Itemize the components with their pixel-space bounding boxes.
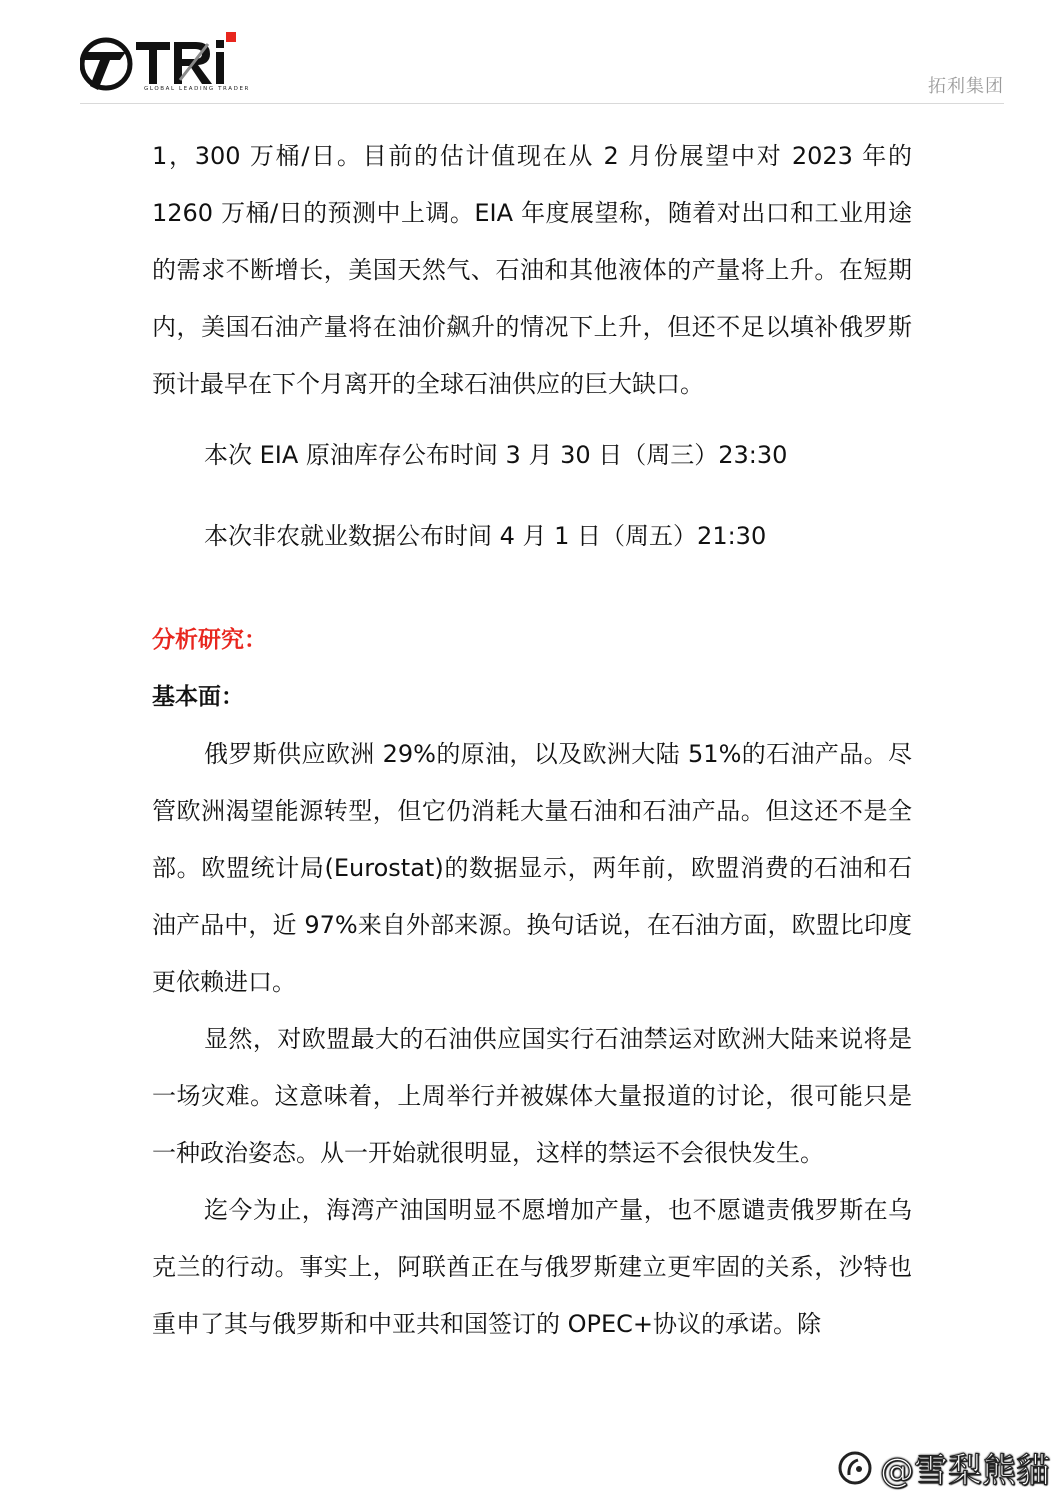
- notice-nonfarm-release-time: 本次非农就业数据公布时间 4 月 1 日（周五）21:30: [204, 522, 767, 550]
- paragraph-embargo: 显然，对欧盟最大的石油供应国实行石油禁运对欧洲大陆来说将是一场灾难。这意味着，上周举行并被媒体大量报道的讨论，很可能只是一种政治姿态。从一开始就很明显，这样的禁运不会很快发生。: [152, 1025, 912, 1167]
- tri-logo: [80, 30, 250, 100]
- paragraph-eia-outlook: 1，300 万桶/日。目前的估计值现在从 2 月份展望中对 2023 年的 1260 万桶/日的预测中上调。EIA 年度展望称，随着对出口和工业用途的需求不断增长，美国天然气、石油和其他液体的产量将上升。在短期内，美国石油产量将在油价飙升的情况下上升，但还不足以填补俄罗斯预计最早在下个月离开的全球石油供应的巨大缺口。: [152, 142, 912, 398]
- paragraph-gulf-producers: 迄今为止，海湾产油国明显不愿增加产量，也不愿谴责俄罗斯在乌克兰的行动。事实上，阿联酋正在与俄罗斯建立更牢固的关系，沙特也重申了其与俄罗斯和中亚共和国签订的 OPEC+协议的承诺。除: [152, 1196, 912, 1338]
- header-divider: [80, 103, 1004, 104]
- watermark: [836, 1443, 1050, 1492]
- notice-eia-release-time: 本次 EIA 原油库存公布时间 3 月 30 日（周三）23:30: [204, 441, 788, 469]
- subsection-title-fundamentals: 基本面：: [152, 684, 244, 710]
- page-header: [0, 0, 1060, 110]
- snowball-icon: [836, 1449, 874, 1487]
- paragraph-russia-supply: 俄罗斯供应欧洲 29%的原油，以及欧洲大陆 51%的石油产品。尽管欧洲渴望能源转型，但它仍消耗大量石油和石油产品。但这还不是全部。欧盟统计局(Eurostat)的数据显示，两年前，欧盟消费的石油和石油产品中，近 97%来自外部来源。换句话说，在石油方面，欧盟比印度更依赖进口。: [152, 740, 912, 996]
- section-title-analysis: 分析研究：: [152, 627, 267, 653]
- document-body: [152, 128, 912, 1353]
- company-name: 拓利集团: [928, 76, 1004, 97]
- watermark-text: @雪梨熊貓: [880, 1451, 1050, 1491]
- logo-tagline: GLOBAL LEADING TRADER: [144, 86, 250, 92]
